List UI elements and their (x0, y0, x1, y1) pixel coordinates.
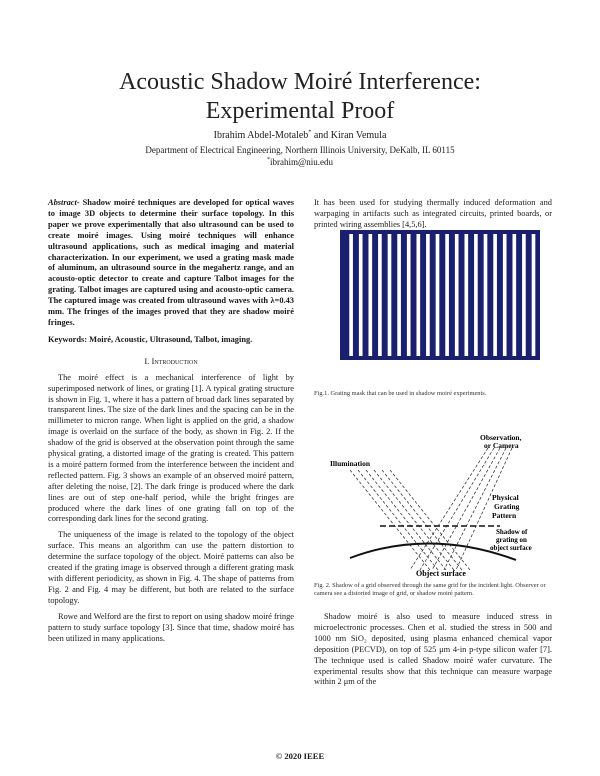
observation-label-2: or Camera (484, 441, 519, 450)
grating-slit (484, 234, 488, 356)
paper-title (0, 68, 600, 126)
grating-slit (474, 234, 478, 356)
grating-slit (397, 234, 401, 356)
grating-slit (464, 234, 468, 356)
grating-slit (522, 234, 526, 356)
grating-slit (445, 234, 449, 356)
section-number: I. (144, 355, 150, 366)
author-1: Ibrahim Abdel-Motaleb (213, 130, 309, 141)
physical-label-3: Pattern (492, 511, 517, 520)
title-line-2: Experimental Proof (205, 98, 395, 124)
grating-slit (493, 234, 497, 356)
grating-slit (407, 234, 411, 356)
copyright-footer: © 2020 IEEE (275, 751, 325, 761)
affiliation: Department of Electrical Engineering, Northern Illinois University, DeKalb, IL 60115 (145, 145, 455, 155)
authors (0, 130, 600, 142)
grating-slit (388, 234, 392, 356)
title-line-1: Acoustic Shadow Moiré Interference: (119, 69, 481, 95)
email-mark: * (266, 157, 270, 163)
grating-slit (359, 234, 363, 356)
shadow-label-3: object surface (490, 544, 532, 552)
observation-label-1: Observation, (480, 433, 522, 442)
grating-slit (512, 234, 516, 356)
email[interactable]: ibrahim@niu.edu (269, 157, 334, 167)
shadow-label-2: grating on (496, 536, 527, 544)
grating-slit (436, 234, 440, 356)
right-paragraph-2: Shadow moiré is also used to measure induced stress in microelectronic processes. Chen et al. studied the stress in 500 and 1000 nm SiO₂ deposited, using plasma enhanced chemical vapor deposition (PECVD), on top of 525 μm 4-in p-type silicon wafer [7]. The technique used is called Shadow moiré wafer curvature. The experimental results show that this technique can measure warpage within 2 μm of the (314, 612, 552, 687)
author-mark: * (308, 129, 312, 136)
left-column (48, 198, 294, 649)
abstract-text: Shadow moiré techniques are developed for optical waves to image 3D objects to determine their surface topology. In this paper we prove experimentally that also ultrasound can be used to create moiré images. Using moiré techniques will enhance ultrasound applications, such as medical imaging and material characterization. In our experiment, we used a grating mask made of aluminum, an ultrasound source in the megahertz range, and an acousto-optic detector to create and capture Talbot images for the grating. Talbot images are captured using and acousto-optic camera. The captured image was created from ultrasound waves with λ=0.43 mm. The fringes of the images proved that they are shadow moiré fringes. (48, 198, 294, 327)
physical-label-1: Physical (492, 493, 519, 502)
physical-label-2: Grating (494, 502, 520, 511)
grating-slit (368, 234, 372, 356)
abstract (48, 198, 294, 329)
author-2: and Kiran Vemula (311, 130, 387, 141)
intro-paragraph-1: The moiré effect is a mechanical interference of light by superimposed network of lines, or grating [1]. A typical grating structure is shown in Fig. 1, where it has a pattern of broad dark lines separated by transparent lines. The size of the dark lines and the spacing can be in the millimeter to micron range. When light is applied on the grid, a shadow image is overlaid on the surface of the body, as shown in Fig. 2. If the shadow of the grid is observed at the observation point through the same physical grating, a distorted image of the grating is created. This pattern is a moiré pattern formed from the interference between the incident and reflected pattern. Fig. 3 shows an example of an observed moiré pattern, after deleting the noise, [2]. The dark fringe is produced where the dark lines are out of step one-half period, while the bright fringes are produced where the dark lines of one grating fall on top of the corresponding dark lines for the second grating. (48, 372, 294, 524)
grating-slit (378, 234, 382, 356)
section-title: Introduction (151, 355, 198, 366)
grating-slit (426, 234, 430, 356)
object-surface-label: Object surface (416, 569, 466, 578)
intro-paragraph-3: Rowe and Welford are the first to report on using shadow moiré fringe pattern to study surface topology [3]. Since that time, shadow moiré has been utilized in many applications. (48, 611, 294, 643)
shadow-moire-diagram (320, 430, 544, 580)
section-heading (48, 356, 294, 367)
figure-2-caption: Fig. 2. Shadow of a grid observed through the same grid for the incident light. Observer or camera see a distorted image of grid, or shadow moiré pattern. (314, 582, 546, 597)
grating-slit (455, 234, 459, 356)
grating-mask-figure (340, 230, 540, 360)
illumination-label: Illumination (330, 459, 371, 468)
illumination-rays (350, 470, 470, 570)
email-line (0, 157, 600, 168)
grating-slit (416, 234, 420, 356)
keywords: Keywords: Moiré, Acoustic, Ultrasound, Talbot, imaging. (48, 334, 253, 344)
grating-slit (349, 234, 353, 356)
grating-slit (532, 234, 536, 356)
figure-1-caption: Fig.1. Grating mask that can be used in shadow moiré experiments. (314, 390, 487, 397)
intro-paragraph-2: The uniqueness of the image is related to the topology of the object surface. This means an algorithm can use the pattern distortion to determine the surface topology of the object. Moiré patterns can also be created if the grating image is observed through a different grating mask with different periodicity, as shown in Fig. 4. The shape of patterns from Fig. 2 and Fig. 4 may be different, but both are related to the surface topology. (48, 530, 294, 605)
right-column-bottom (314, 612, 552, 693)
right-paragraph-1: It has been used for studying thermally induced deformation and warpaging in artifacts such as integrated circuits, printed boards, or printed wiring assemblies [4,5,6]. (314, 198, 552, 229)
grating-slit (503, 234, 507, 356)
abstract-label: Abstract- (48, 198, 80, 207)
shadow-label-1: Shadow of (496, 528, 528, 536)
